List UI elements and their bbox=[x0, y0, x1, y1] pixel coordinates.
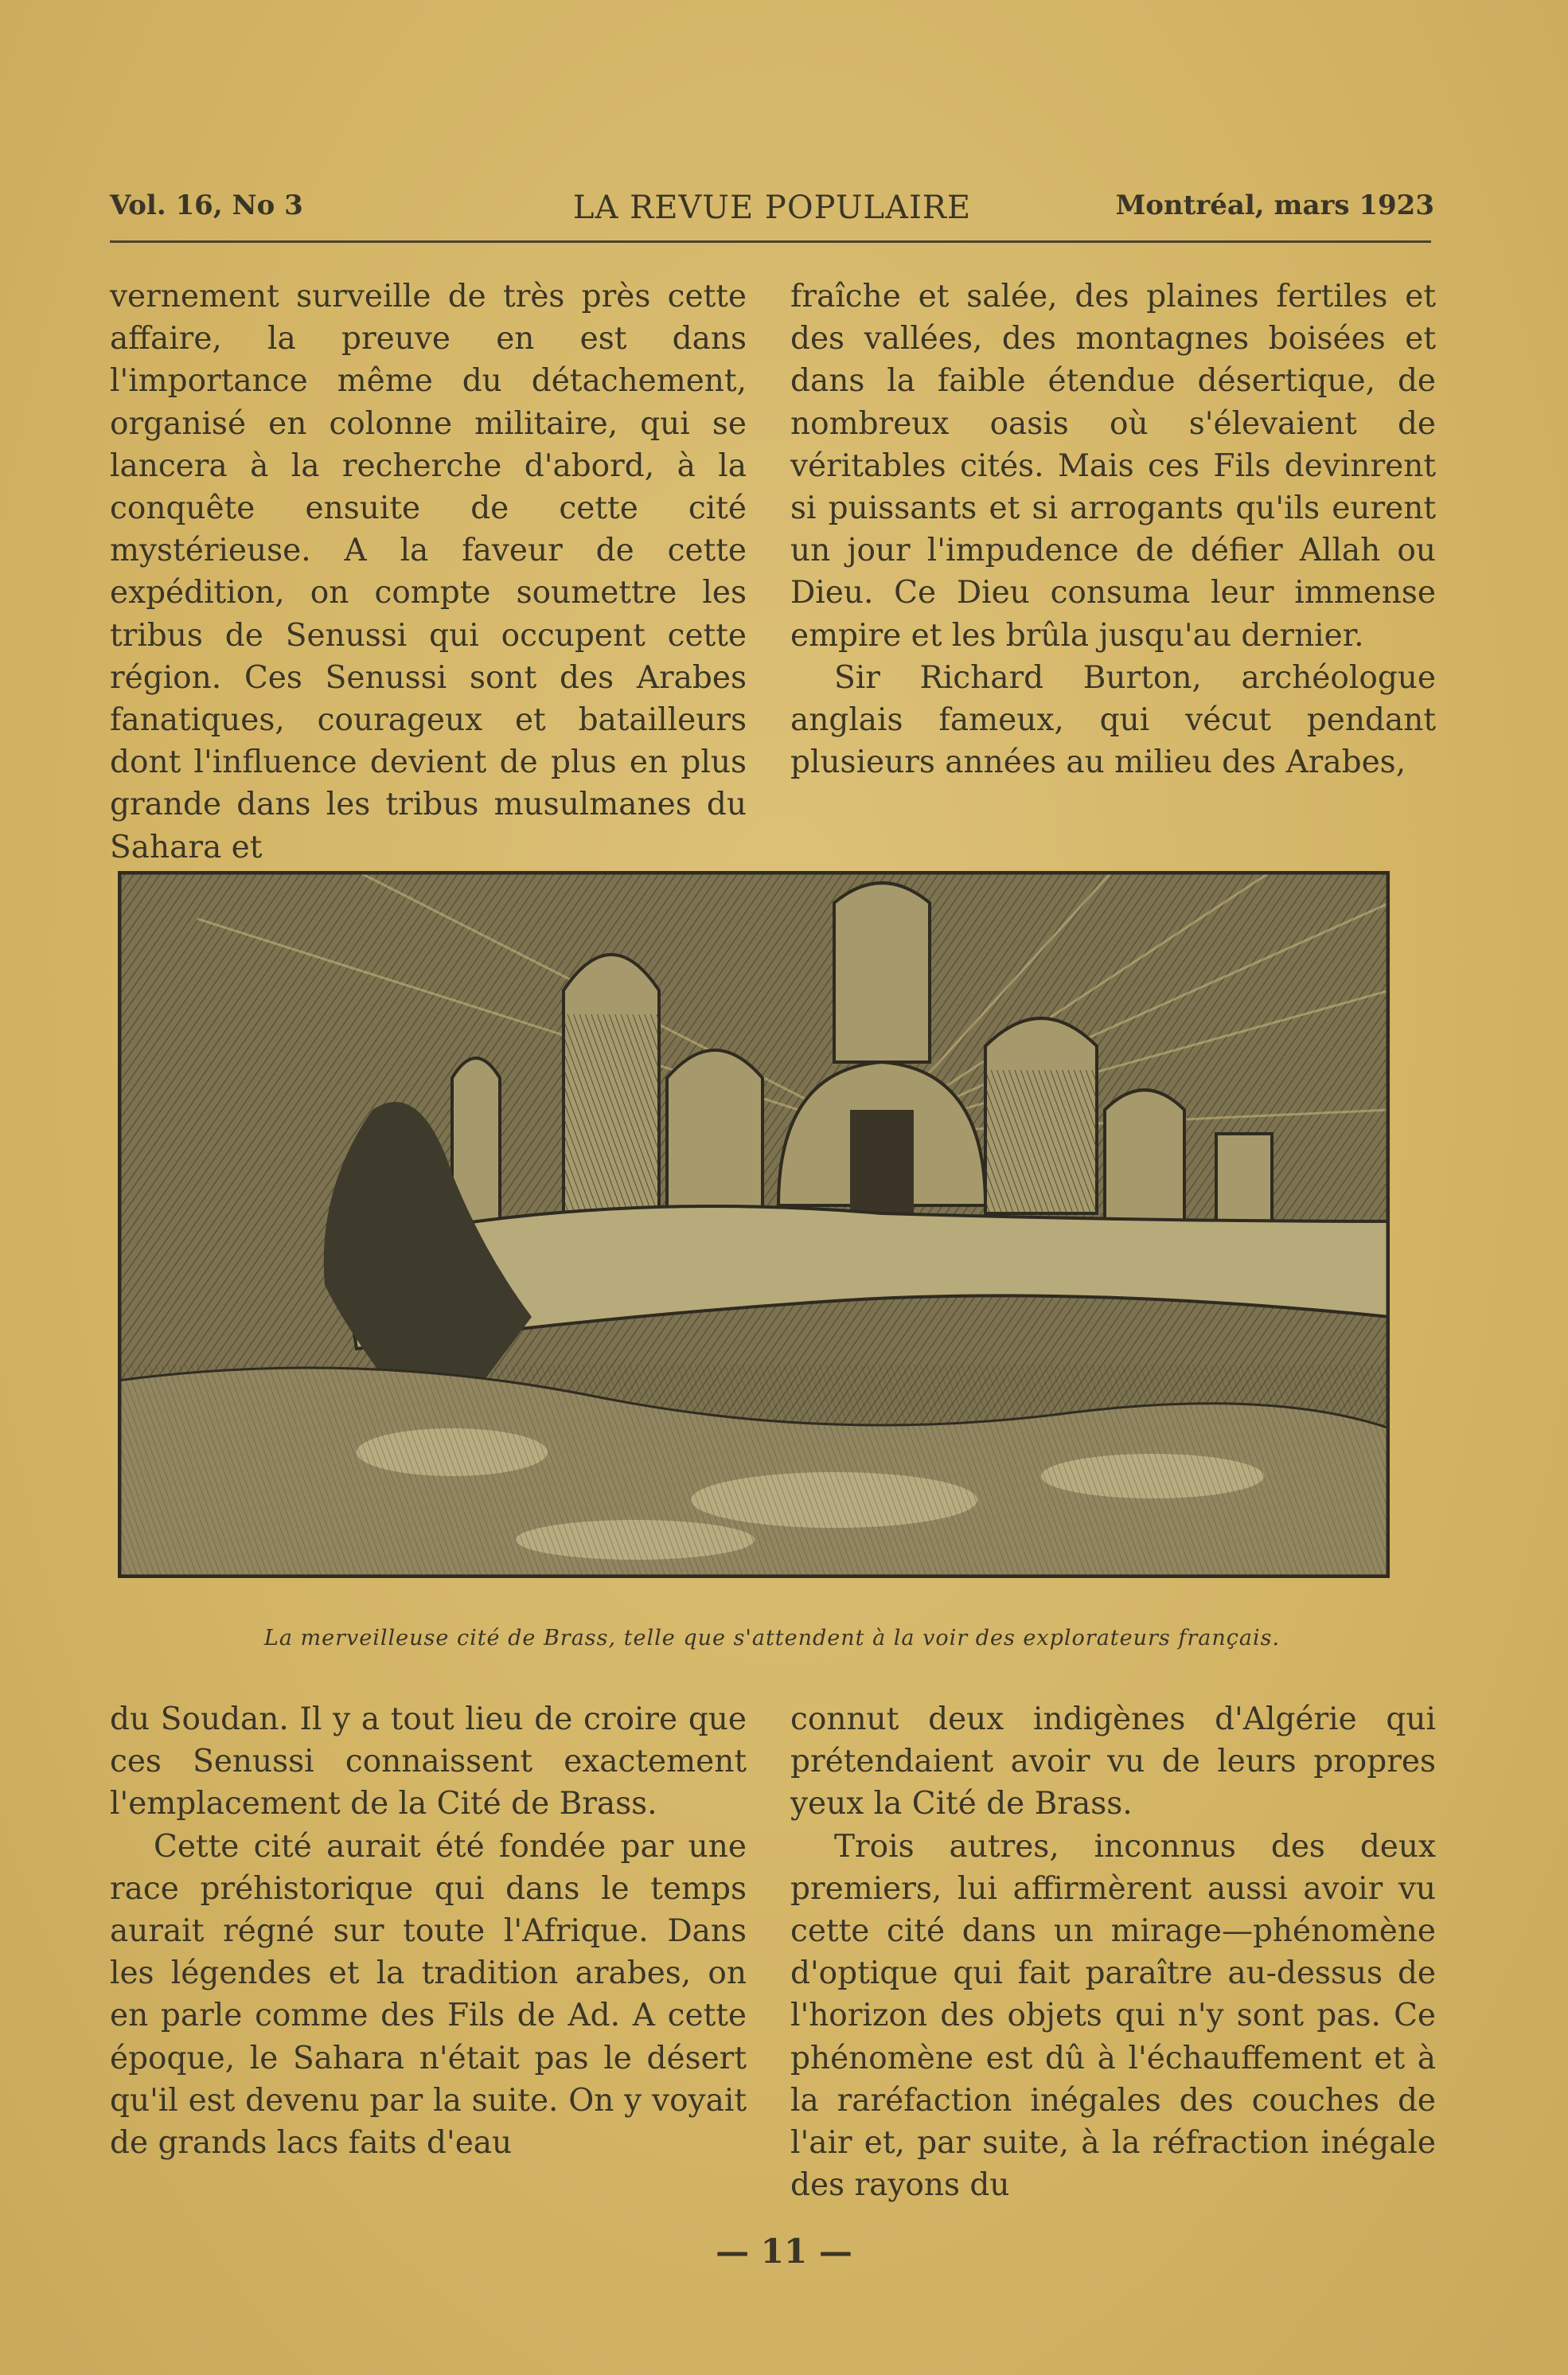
column-top-right bbox=[790, 275, 1436, 783]
city-illustration bbox=[118, 871, 1390, 1578]
paragraph: vernement surveille de très près cette affaire, la preuve en est dans l'importance même du détachement, organisé en colonne militaire, qui se lancera à la recherche d'abord, à la conquête ensuite de cette cité mystérieuse. A la faveur de cette expédition, on compte soumettre les tribus de Senussi qui occupent cette région. Ces Senussi sont des Arabes fanatiques, courageux et batailleurs dont l'influence devient de plus en plus grande dans les tribus musulmanes du Sahara et bbox=[110, 279, 747, 865]
paragraph: connut deux indigènes d'Algérie qui prétendaient avoir vu de leurs propres yeux la Cité de Brass. bbox=[790, 1701, 1436, 1822]
paragraph: Trois autres, inconnus des deux premiers, lui affirmèrent aussi avoir vu cette cité dans un mirage—phénomène d'optique qui fait paraître au-dessus de l'horizon des objets qui n'y sont pas. Ce phénomène est dû à l'échauffement et à la raréfaction inégales des couches de l'air et, par suite, à la réfraction inégale des rayons du bbox=[790, 1828, 1436, 2204]
paragraph: Cette cité aurait été fondée par une race préhistorique qui dans le temps aurait régné sur toute l'Afrique. Dans les légendes et la tradition arabes, on en parle comme des Fils de Ad. A cette époque, le Sahara n'était pas le désert qu'il est devenu par la suite. On y voyait de grands lacs faits d'eau bbox=[110, 1828, 747, 2162]
column-top-left bbox=[110, 275, 747, 869]
column-bottom-left bbox=[110, 1698, 747, 2164]
paragraph: du Soudan. Il y a tout lieu de croire que ces Senussi connaissent exactement l'emplacement de la Cité de Brass. bbox=[110, 1701, 747, 1822]
page-number: — 11 — bbox=[716, 2232, 852, 2271]
journal-title: LA REVUE POPULAIRE bbox=[572, 189, 972, 226]
figure-caption: La merveilleuse cité de Brass, telle que s'attendent à la voir des explorateurs français. bbox=[263, 1626, 1281, 1650]
header-rule bbox=[110, 240, 1431, 243]
issue-date: Montréal, mars 1923 bbox=[1115, 189, 1434, 221]
running-header bbox=[110, 189, 1434, 229]
volume-number: Vol. 16, No 3 bbox=[110, 189, 303, 221]
paragraph: fraîche et salée, des plaines fertiles et des vallées, des montagnes boisées et dans la faible étendue désertique, de nombreux oasis où s'élevaient de véritables cités. Mais ces Fils devinrent si puissants et si arrogants qu'ils eurent un jour l'impudence de défier Allah ou Dieu. Ce Dieu consuma leur immense empire et les brûla jusqu'au dernier. bbox=[790, 279, 1436, 654]
paragraph: Sir Richard Burton, archéologue anglais fameux, qui vécut pendant plusieurs années au milieu des Arabes, bbox=[790, 659, 1436, 781]
column-bottom-right bbox=[790, 1698, 1436, 2206]
